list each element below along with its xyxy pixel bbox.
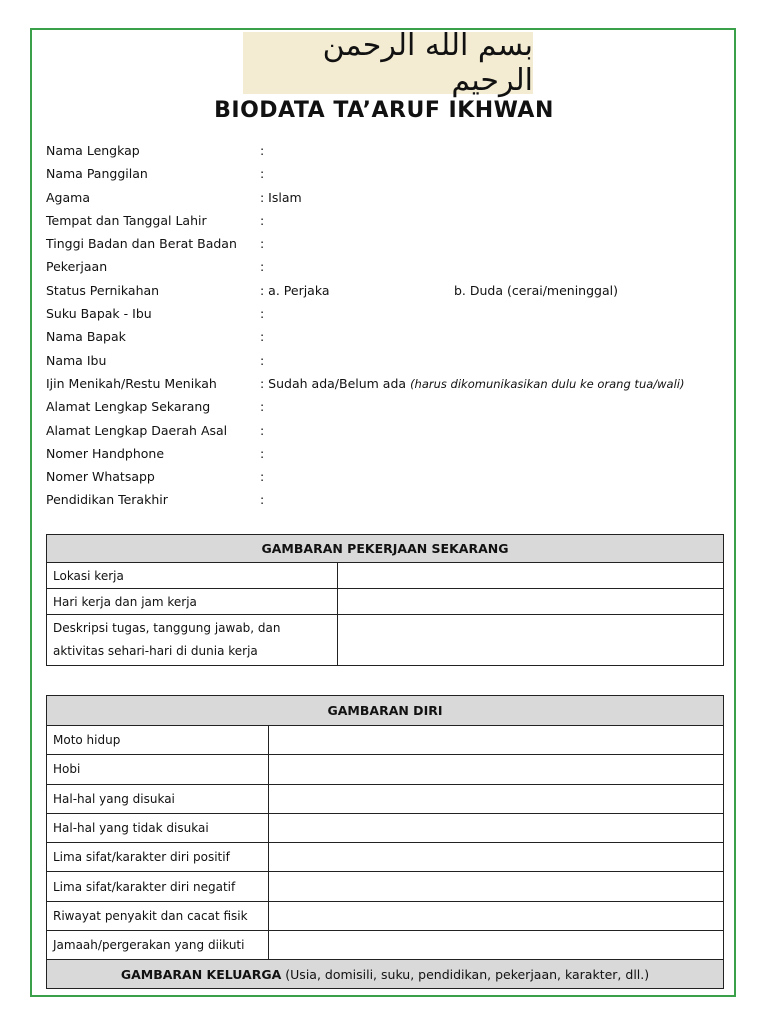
field-value[interactable]: [260, 372, 684, 396]
table-cell-input[interactable]: [269, 901, 724, 930]
keluarga-title: GAMBARAN KELUARGA: [120, 966, 282, 982]
field-value[interactable]: :: [260, 445, 265, 461]
field-value[interactable]: :: [260, 492, 265, 508]
field-row: [46, 325, 726, 348]
table-cell-input[interactable]: [269, 726, 724, 755]
status-option-a[interactable]: : a. Perjaka: [260, 282, 330, 298]
field-value[interactable]: :: [260, 236, 265, 252]
field-value[interactable]: :: [260, 259, 265, 275]
table-cell-input[interactable]: [269, 784, 724, 813]
field-label: Nomer Handphone: [46, 445, 165, 461]
keluarga-heading: [47, 960, 724, 989]
field-label: Nama Bapak: [46, 329, 126, 345]
table-row-label: Jamaah/pergerakan yang diikuti: [47, 931, 269, 960]
field-row: [46, 465, 726, 488]
table-row-label: Riwayat penyakit dan cacat fisik: [47, 901, 269, 930]
table-cell-input[interactable]: [338, 615, 724, 666]
field-label: Status Pernikahan: [46, 282, 160, 298]
field-row: [46, 419, 726, 442]
field-value[interactable]: :: [260, 166, 265, 182]
field-label: Tempat dan Tanggal Lahir: [46, 212, 207, 228]
table-row-label: Hobi: [47, 755, 269, 784]
field-label: Nomer Whatsapp: [46, 469, 155, 485]
pekerjaan-heading: GAMBARAN PEKERJAAN SEKARANG: [47, 535, 724, 563]
field-value[interactable]: : Islam: [260, 189, 302, 205]
table-row-label: Hal-hal yang tidak disukai: [47, 813, 269, 842]
field-value[interactable]: :: [260, 306, 265, 322]
table-row-label: [47, 615, 338, 666]
field-value[interactable]: :: [260, 212, 265, 228]
field-row: [46, 488, 726, 511]
field-row: [46, 232, 726, 255]
field-label: Pendidikan Terakhir: [46, 492, 168, 508]
table-row-label: Lima sifat/karakter diri negatif: [47, 872, 269, 901]
field-label: Pekerjaan: [46, 259, 108, 275]
table-cell-input[interactable]: [338, 563, 724, 589]
table-row-label: Hari kerja dan jam kerja: [47, 589, 338, 615]
table-cell-input[interactable]: [269, 843, 724, 872]
diri-heading: GAMBARAN DIRI: [47, 696, 724, 726]
field-label: Suku Bapak - Ibu: [46, 306, 152, 322]
field-label: Nama Panggilan: [46, 166, 148, 182]
table-row-label: Hal-hal yang disukai: [47, 784, 269, 813]
field-row: [46, 162, 726, 185]
field-label: Ijin Menikah/Restu Menikah: [46, 375, 217, 391]
field-label: Tinggi Badan dan Berat Badan: [46, 236, 237, 252]
table-cell-input[interactable]: [338, 589, 724, 615]
table-row-label: Moto hidup: [47, 726, 269, 755]
desc-line-1: Deskripsi tugas, tanggung jawab, dan: [53, 621, 281, 635]
field-row: [46, 349, 726, 372]
field-row: [46, 255, 726, 278]
field-label: Nama Ibu: [46, 352, 107, 368]
field-row: [46, 279, 726, 302]
field-value[interactable]: :: [260, 329, 265, 345]
status-option-b[interactable]: b. Duda (cerai/meninggal): [454, 282, 618, 298]
field-value[interactable]: :: [260, 143, 265, 158]
field-value[interactable]: :: [260, 469, 265, 485]
field-row: [46, 186, 726, 209]
field-row: [46, 139, 726, 162]
table-row-label: Lima sifat/karakter diri positif: [47, 843, 269, 872]
field-value[interactable]: :: [260, 399, 265, 415]
field-value[interactable]: :: [260, 352, 265, 368]
field-row: [46, 302, 726, 325]
table-cell-input[interactable]: [269, 931, 724, 960]
field-label: Alamat Lengkap Daerah Asal: [46, 422, 228, 438]
bismillah-text: بسم الله الرحمن الرحيم: [322, 28, 533, 98]
bismillah-calligraphy: [243, 28, 533, 98]
field-label: Nama Lengkap: [46, 143, 140, 158]
biodata-fields: [46, 139, 726, 512]
ijin-note: (harus dikomunikasikan dulu ke orang tua/wali): [410, 376, 685, 391]
field-label: Agama: [46, 189, 90, 205]
table-row-label: Lokasi kerja: [47, 563, 338, 589]
field-row: [46, 395, 726, 418]
field-row: [46, 442, 726, 465]
field-row: [46, 372, 726, 395]
field-row: [46, 209, 726, 232]
diri-table: [46, 695, 724, 989]
field-value[interactable]: :: [260, 422, 265, 438]
field-label: Alamat Lengkap Sekarang: [46, 399, 211, 415]
page-title: BIODATA TA’ARUF IKHWAN: [214, 98, 554, 123]
pekerjaan-table: [46, 534, 724, 666]
desc-line-2: aktivitas sehari-hari di dunia kerja: [53, 644, 258, 658]
table-cell-input[interactable]: [269, 755, 724, 784]
table-cell-input[interactable]: [269, 872, 724, 901]
ijin-value: : Sudah ada/Belum ada: [260, 375, 407, 391]
table-cell-input[interactable]: [269, 813, 724, 842]
keluarga-note: (Usia, domisili, suku, pendidikan, pekerjaan, karakter, dll.): [285, 966, 650, 982]
